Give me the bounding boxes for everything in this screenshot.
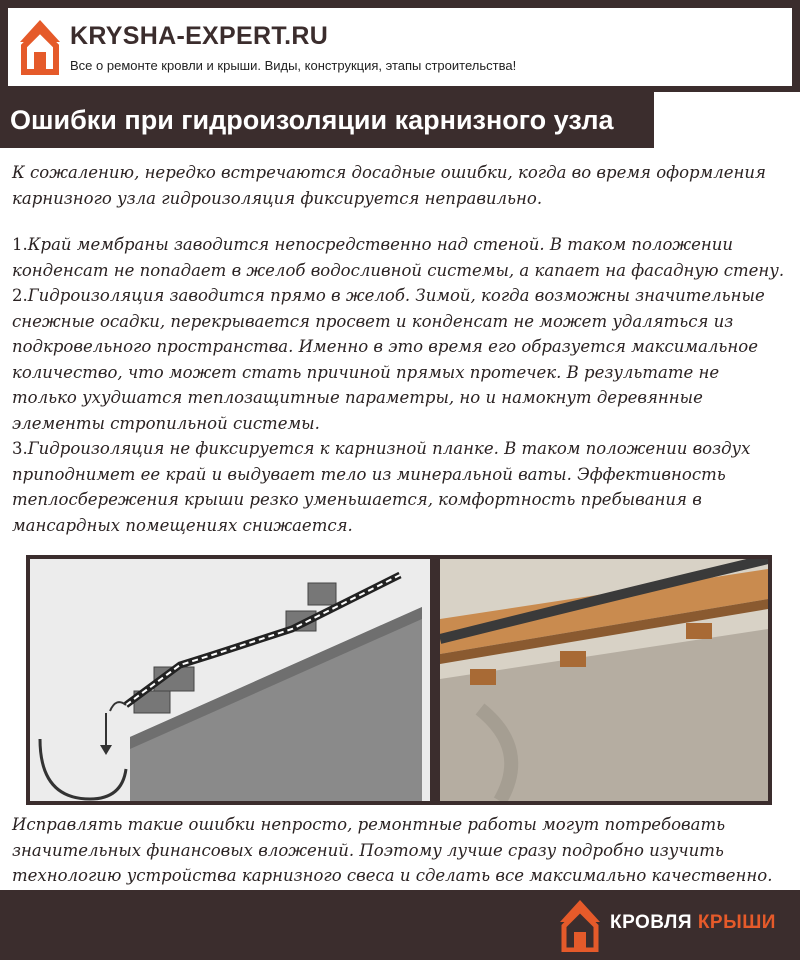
article-outro: Исправлять такие ошибки непросто, ремонтные работы могут потребовать значительных финансовых вложений. Поэтому лучше сразу подробно изучить технологию устройства карнизного свеса и сделать все максимально качественно. [12,815,773,885]
house-logo-icon [558,898,602,952]
article-intro: К сожалению, нередко встречаются досадные ошибки, когда во время оформления карнизного узла гидроизоляция фиксируется неправильно. [12,163,766,208]
eave-photo [440,559,768,801]
site-name[interactable]: KRYSHA-EXPERT.RU [70,22,329,50]
article [0,92,800,890]
list-item-number: 2. [12,286,28,305]
site-tagline: Все о ремонте кровли и крыши. Виды, конструкция, этапы строительства! [70,58,517,73]
list-item [12,283,788,436]
list-item-text: Гидроизоляция заводится прямо в желоб. Зимой, когда возможны значительные снежные осадки, перекрывается просвет и конденсат не может удаляться из подкровельного пространства. Именно в это время его образуется максимальное количество, что может стать причиной прямых протечек. В результате не только ухудшатся теплозащитные параметры, но и намокнут деревянные элементы стропильной системы. [12,286,765,433]
list-item-number: 1. [12,235,28,254]
list-item-text: Край мембраны заводится непосредственно над стеной. В таком положении конденсат не попадает в желоб водосливной системы, а капает на фасадную стену. [12,235,785,280]
footer-brand-accent: КРЫШИ [697,912,776,933]
list-item-text: Гидроизоляция не фиксируется к карнизной планке. В таком положении воздух приподнимет ее край и выдувает тело из минеральной ваты. Эффективность теплосбережения крыши резко уменьшается, комфортность пребывания в мансардных помещениях снижается. [12,439,751,535]
list-item [12,232,788,283]
illustration-panel [26,555,772,805]
list-item [12,436,788,538]
article-title: Ошибки при гидроизоляции карнизного узла [0,92,654,148]
eave-diagram [30,559,430,801]
house-logo-icon [18,16,62,76]
footer-brand[interactable] [610,912,776,934]
list-item-number: 3. [12,439,28,458]
site-header [8,8,792,86]
footer-brand-primary: КРОВЛЯ [610,912,693,933]
mistakes-list [0,232,800,538]
